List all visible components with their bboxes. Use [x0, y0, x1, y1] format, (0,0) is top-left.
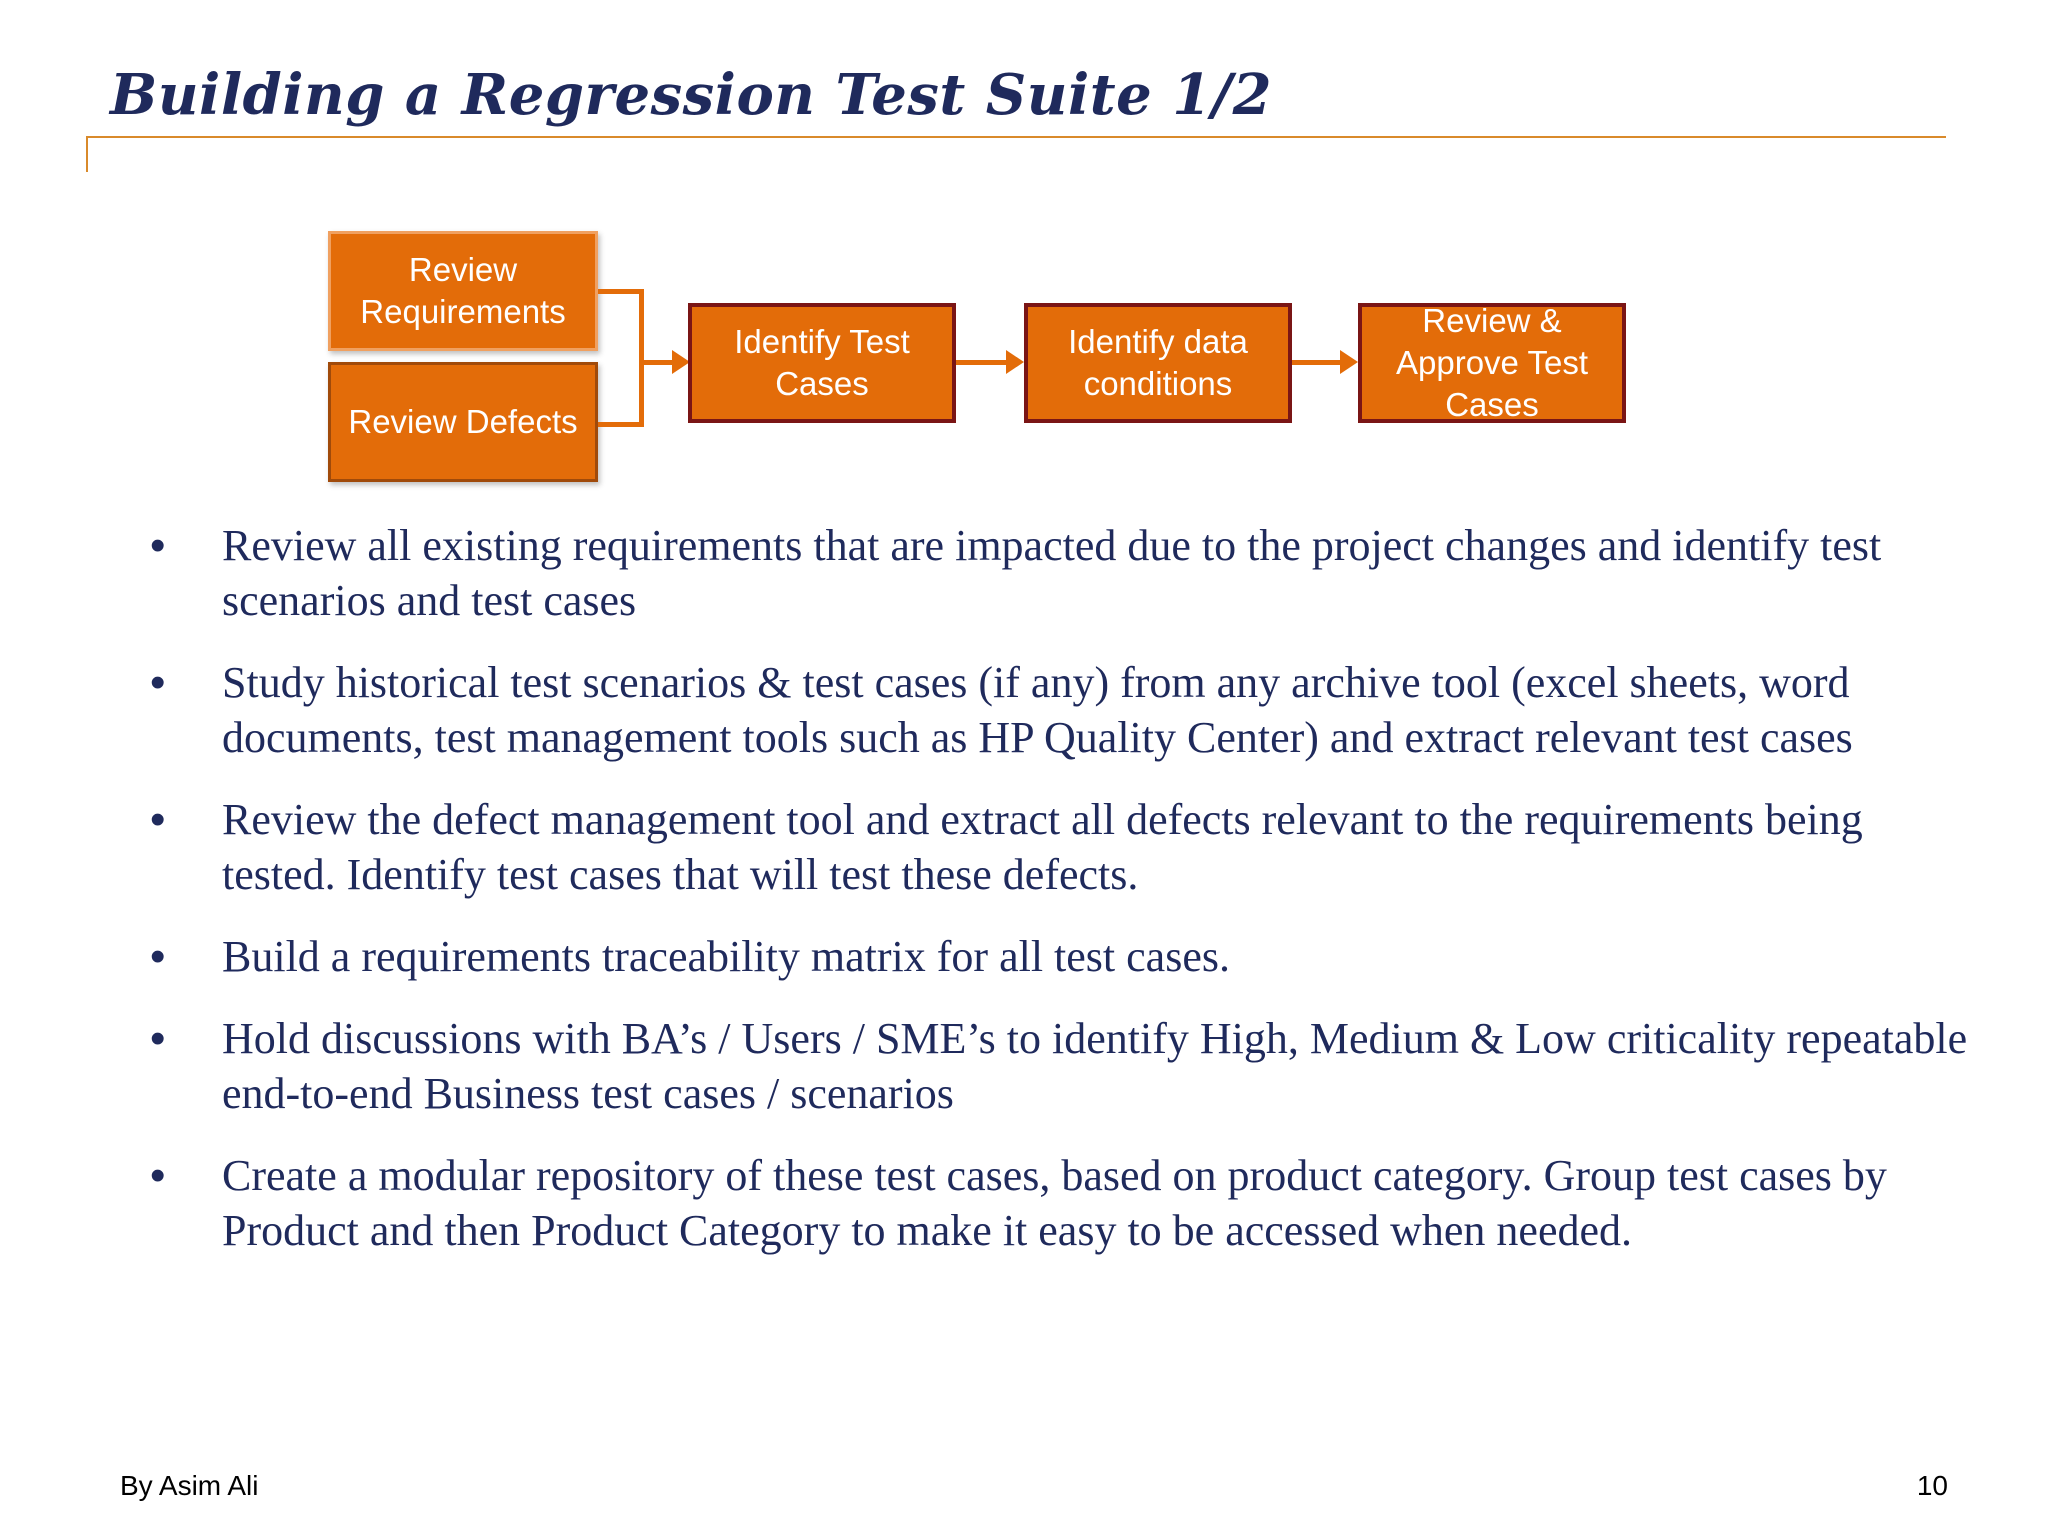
bullet-item: [150, 518, 1980, 628]
process-diagram: [0, 0, 2048, 500]
bullet-text: Create a modular repository of these test cases, based on product category. Group test cases by Product and then Product Category to make it easy to be accessed when needed.: [222, 1151, 1887, 1255]
identify-test-cases-label: Identify Test Cases: [734, 323, 910, 402]
arrow-into-identify-data-conditions-icon: [1006, 350, 1024, 374]
identify-data-conditions-label: Identify data conditions: [1068, 323, 1248, 402]
bracket-top-connector: [598, 289, 644, 294]
review-defects-label: Review Defects: [348, 403, 578, 440]
review-approve-test-cases-label: Review & Approve Test Cases: [1395, 302, 1588, 423]
bracket-bottom-connector: [598, 422, 644, 427]
bullet-dot-icon: •: [150, 1151, 166, 1200]
bullet-dot-icon: •: [150, 521, 166, 570]
identify-data-conditions-box: [1024, 303, 1292, 423]
bullet-item: [150, 929, 1980, 984]
page-number: 10: [1916, 1470, 1948, 1501]
slide-title: Building a Regression Test Suite 1/2: [110, 62, 1273, 128]
review-defects-box: [328, 362, 598, 482]
bullet-list: [150, 518, 1980, 1285]
step2-to-step3-connector: [1292, 360, 1346, 365]
footer-author: By Asim Ali: [120, 1470, 259, 1501]
bullet-dot-icon: •: [150, 932, 166, 981]
step1-to-step2-connector: [956, 360, 1012, 365]
review-requirements-box: [328, 231, 598, 351]
bullet-dot-icon: •: [150, 795, 166, 844]
bullet-dot-icon: •: [150, 1014, 166, 1063]
bullet-item: [150, 1148, 1980, 1258]
arrow-into-review-approve-icon: [1340, 350, 1358, 374]
bullet-item: [150, 655, 1980, 765]
bullet-item: [150, 1011, 1980, 1121]
bullet-text: Review the defect management tool and extract all defects relevant to the requirements being tested. Identify test cases that will test these defects.: [222, 795, 1863, 899]
bullet-text: Build a requirements traceability matrix for all test cases.: [222, 932, 1230, 981]
bullet-text: Study historical test scenarios & test cases (if any) from any archive tool (excel sheets, word documents, test management tools such as HP Quality Center) and extract relevant test cases: [222, 658, 1853, 762]
bullet-text: Hold discussions with BA’s / Users / SME’s to identify High, Medium & Low criticality repeatable end-to-end Business test cases / scenarios: [222, 1014, 1968, 1118]
review-requirements-label: Review Requirements: [360, 251, 566, 330]
identify-test-cases-box: [688, 303, 956, 423]
review-approve-test-cases-box: [1358, 303, 1626, 423]
bullet-dot-icon: •: [150, 658, 166, 707]
bullet-text: Review all existing requirements that are impacted due to the project changes and identify test scenarios and test cases: [222, 521, 1882, 625]
bracket-vertical-connector: [639, 289, 644, 427]
bullet-item: [150, 792, 1980, 902]
